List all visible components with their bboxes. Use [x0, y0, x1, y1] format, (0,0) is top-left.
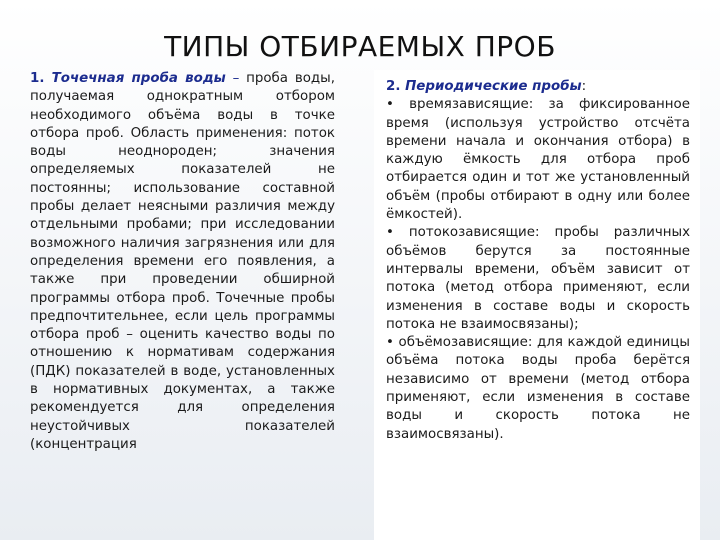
right-column	[374, 70, 700, 540]
bullet-volume-dependent: • объёмозависящие: для каждой единицы объёма потока воды проба берётся независимо от времени (метод отбора применяют, если изменения в составе воды и скорость потока не взаимосвязаны).	[386, 335, 690, 442]
periodic-sample-heading	[386, 78, 690, 96]
point-spot-sample	[30, 70, 335, 454]
bullet-flow-dependent: • потокозависящие: пробы различных объёмов берутся за постоянные интервалы времени, объём зависит от потока (метод отбора применяют, если изменения в составе воды и скорость потока не взаимосвязаны);	[386, 225, 690, 332]
periodic-sample-title: Периодические пробы	[405, 79, 582, 94]
periodic-sample-colon: :	[581, 79, 587, 94]
spot-sample-number: 1.	[30, 71, 45, 86]
spot-sample-title: Точечная проба воды	[51, 71, 226, 86]
left-column	[30, 70, 335, 540]
bullet-time-dependent: • времязависящие: за фиксированное время (используя устройство отсчёта времени начала и окончания отбора) в каждую ёмкость для отбора проб отбирается один и тот же установленный объём (пробы отбирают в одну или более ёмкостей).	[386, 97, 690, 223]
spot-sample-text: проба воды, получаемая однократным отбором необходимого объёма воды в точке отбора проб. Область применения: поток воды неоднороден; значения определяемых показателей не постоянны; использование составной пробы делает неясными различия между отдельными пробами; при исследовании возможного наличия загрязнения или для определения времени его появления, а также при проведении обширной программы отбора проб. Точечные пробы предпочтительнее, если цель программы отбора проб – оценить качество воды по отношению к нормативам содержания (ПДК) показателей в воде, установленных в нормативных документах, а также рекомендуется для определения неустойчивых показателей (концентрация	[30, 71, 335, 452]
spot-sample-dash: –	[225, 71, 247, 86]
periodic-sample-number: 2.	[386, 79, 401, 94]
spot-sample-heading	[30, 71, 226, 86]
slide-title: ТИПЫ ОТБИРАЕМЫХ ПРОБ	[164, 30, 556, 63]
